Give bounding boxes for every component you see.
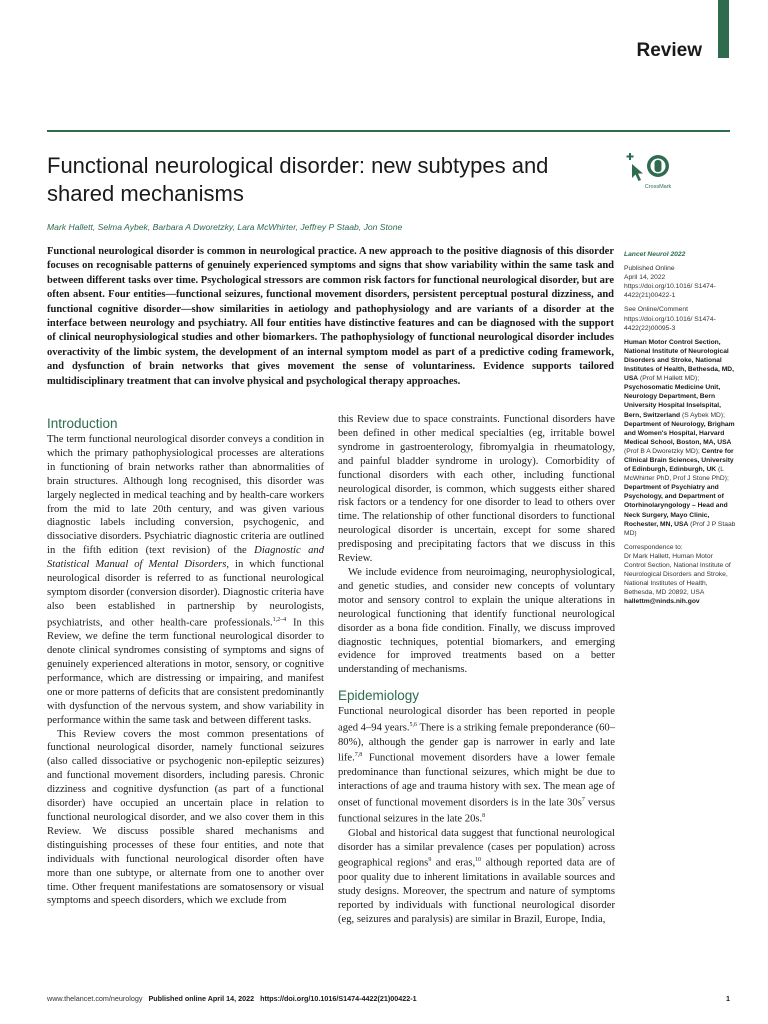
crossmark-badge[interactable] [620,152,676,192]
correspondence-email[interactable]: hallettm@ninds.nih.gov [624,598,700,606]
body-column-1 [47,413,324,908]
doi-link[interactable]: https://doi.org/10.1016/ S1474-4422(21)00422-1 [624,283,716,300]
journal-citation: Lancet Neurol 2022 [624,251,686,258]
footer-published: Published online April 14, 2022 [148,994,255,1003]
header-rule [47,130,730,132]
correspondence-label: Correspondence to: [624,543,683,551]
correspondence [624,543,736,607]
page-number: 1 [726,994,730,1003]
intro-paragraph-3: this Review due to space constraints. Functional disorders have been defined in other medical specialties (eg, irritable bowel syndrome in gastroenterology, fibromyalgia in rheumatology, and painful bladder syndrome in urology). Comorbidity of functional disorders with each other, including functional neurological disorder, is common, which suggests either shared risk factors or a tendency for one disorder to lead to others over time. The relationship of other functional disorders to functional neurological disorder is uncertain, except for some shared predisposing and precipitating factors that we discuss in this Review. [338,414,615,565]
epidemiology-paragraph-2: Global and historical data suggest that functional neurological disorder has a similar prevalence (cases per population) across geographical regions$^9$ and eras,$^{10}$ although reported data are of poor quality due to inherent limitations in available sources and study designs. Moreover, the spectrum and nature of symptoms reported by individuals with functional neurological disorder (eg, seizures and paralysis) are similar in Brazil, Europe, India, [338,827,616,925]
published-label: Published Online [624,265,675,273]
footer-site-link[interactable]: www.thelancet.com/neurology [47,994,143,1003]
footer-doi[interactable]: https://doi.org/10.1016/S1474-4422(21)00422-1 [260,994,417,1003]
author-list: Mark Hallett, Selma Aybek, Barbara A Dworetzky, Lara McWhirter, Jeffrey P Staab, Jon Stone [47,222,403,232]
published-date: April 14, 2022 [624,274,666,282]
body-column-2 [338,413,615,926]
comment-doi-link[interactable]: https://doi.org/10.1016/ S1474-4422(22)00095-3 [624,315,716,332]
intro-paragraph-2: This Review covers the most common presentations of functional neurological disorder, namely functional seizures (also called dissociative or psychogenic non-epileptic seizures) and functional movement disorders, including paresis. Chronic dizziness and cognitive dysfunction (as part of a functional disorder) have occupied an uncertain place in relation to functional neurological disorder, and we also cover them in this Review. We discuss possible shared mechanisms and distinguishing processes of these four entities, and note that individuals with functional neurological disorder often have more than one subtype, or alternate from one to another over time. Other frequent manifestations are somatosensory or visual symptoms and speech disorders, which we exclude from [47,728,324,907]
see-online-label: See Online/Comment [624,306,688,314]
section-label: Review [636,40,702,61]
section-color-tab [718,0,729,58]
intro-paragraph-4: We include evidence from neuroimaging, neurophysiological, and genetic studies, and consider new concepts of voluntary motor and sensory control to explain the unique alterations in neurological functioning that identify functional neurological disorder as a bona fide condition. Finally, we discuss improved diagnostic techniques, potential biomarkers, and emerging evidence for improved treatments based on a better understanding of mechanisms. [338,566,615,676]
sidebar-info [624,250,736,611]
page-footer [47,994,730,1003]
epidemiology-paragraph-1: Functional neurological disorder has been reported in people aged 4–94 years.$^{5,6}$ There is a striking female preponderance (60–80%), although the gender gap is narrower in early and late life.$^{7,8}$ Functional movement disorders have a lower female predominance than functional seizures, which might be due to interactions of age and trauma history with sex. The mean age of onset of functional movement disorders is in the late $30s^7$ versus functional seizures in the late 20s.$^8$ [338,706,615,825]
affiliations: Human Motor Control Section, National Institute of Neurological Disorders and Stroke, National Institutes of Health, Bethesda, MD, USA (Prof M Hallett MD); Psychosomatic Medicine Unit, Neurology Department, Bern University Hospital Inselspital, Bern, Switzerland (S Aybek MD); Department of Neurology, Brigham and Women's Hospital, Harvard Medical School, Boston, MA, USA (Prof B A Dworetzky MD); Centre for Clinical Brain Sciences, University of Edinburgh, Edinburgh, UK (L McWhirter PhD, Prof J Stone PhD); Department of Psychiatry and Psychology, and Department of Otorhinolaryngology – Head and Neck Surgery, Mayo Clinic, Rochester, MN, USA (Prof J P Staab MD) [624,338,736,537]
heading-epidemiology: Epidemiology [338,688,420,704]
article-title: Functional neurological disorder: new subtypes and shared mechanisms [47,153,549,206]
correspondence-address: Dr Mark Hallett, Human Motor Control Section, National Institute of Neurological Disorders and Stroke, National Institutes of Health, Bethesda, MD 20892, USA [624,552,731,597]
heading-introduction: Introduction [47,416,118,431]
intro-paragraph-1: The term functional neurological disorder conveys a condition in which the primary pathophysiological processes are alterations in functioning of brain networks rather than abnormalities of brain structures. Although long recognised, this disorder was largely neglected in medical teaching and by health-care workers from the mid to late 20th century, and was given various diagnostic labels including conversion, psychogenic, and dissociative disorders. Psychiatric diagnostic criteria are outlined in the fifth edition (text revision) of the Diagnostic and Statistical Manual of Mental Disorders, in which functional neurological disorder is referred to as functional neurological symptom disorder (conversion disorder). Diagnostic criteria have also been established in partnership by neurologists, psychiatrists, and other health-care professionals.$^{1,2-4}$ In this Review, we define the term functional neurological disorder to denote clinical syndromes consisting of symptoms and signs of genuinely experienced alterations in motor, sensory, or cognitive performance, which are distressing or impairing, and manifest one or more patterns of deficits that are consistent predominantly with dysfunction of the nervous system, and show variability in performance within the same task and between different tasks. [47,434,324,726]
crossmark-icon [620,152,676,192]
crossmark-label: CrossMark [644,184,672,190]
abstract: Functional neurological disorder is common in neurological practice. A new approach to the positive diagnosis of this disorder focuses on recognisable patterns of genuinely experienced symptoms and signs that show variability within the same task and between different tasks over time. Psychological stressors are common risk factors for functional neurological disorder, but are often absent. Four entities—functional seizures, functional movement disorders, persistent perceptual postural dizziness, and functional cognitive disorder—show similarities in aetiology and pathophysiology and are variants of a disorder at the interface between neurology and psychiatry. All four entities have distinctive features and can be diagnosed with the support of clinical neurophysiological studies and other biomarkers. The pathophysiology of functional neurological disorder includes overactivity of the limbic system, the development of an internal symptom model as part of a predictive coding framework, and dysfunction of brain networks that gives movement the sense of voluntariness. Evidence supports tailored multidisciplinary treatment that can involve physical and psychological therapy approaches. [47,246,614,387]
